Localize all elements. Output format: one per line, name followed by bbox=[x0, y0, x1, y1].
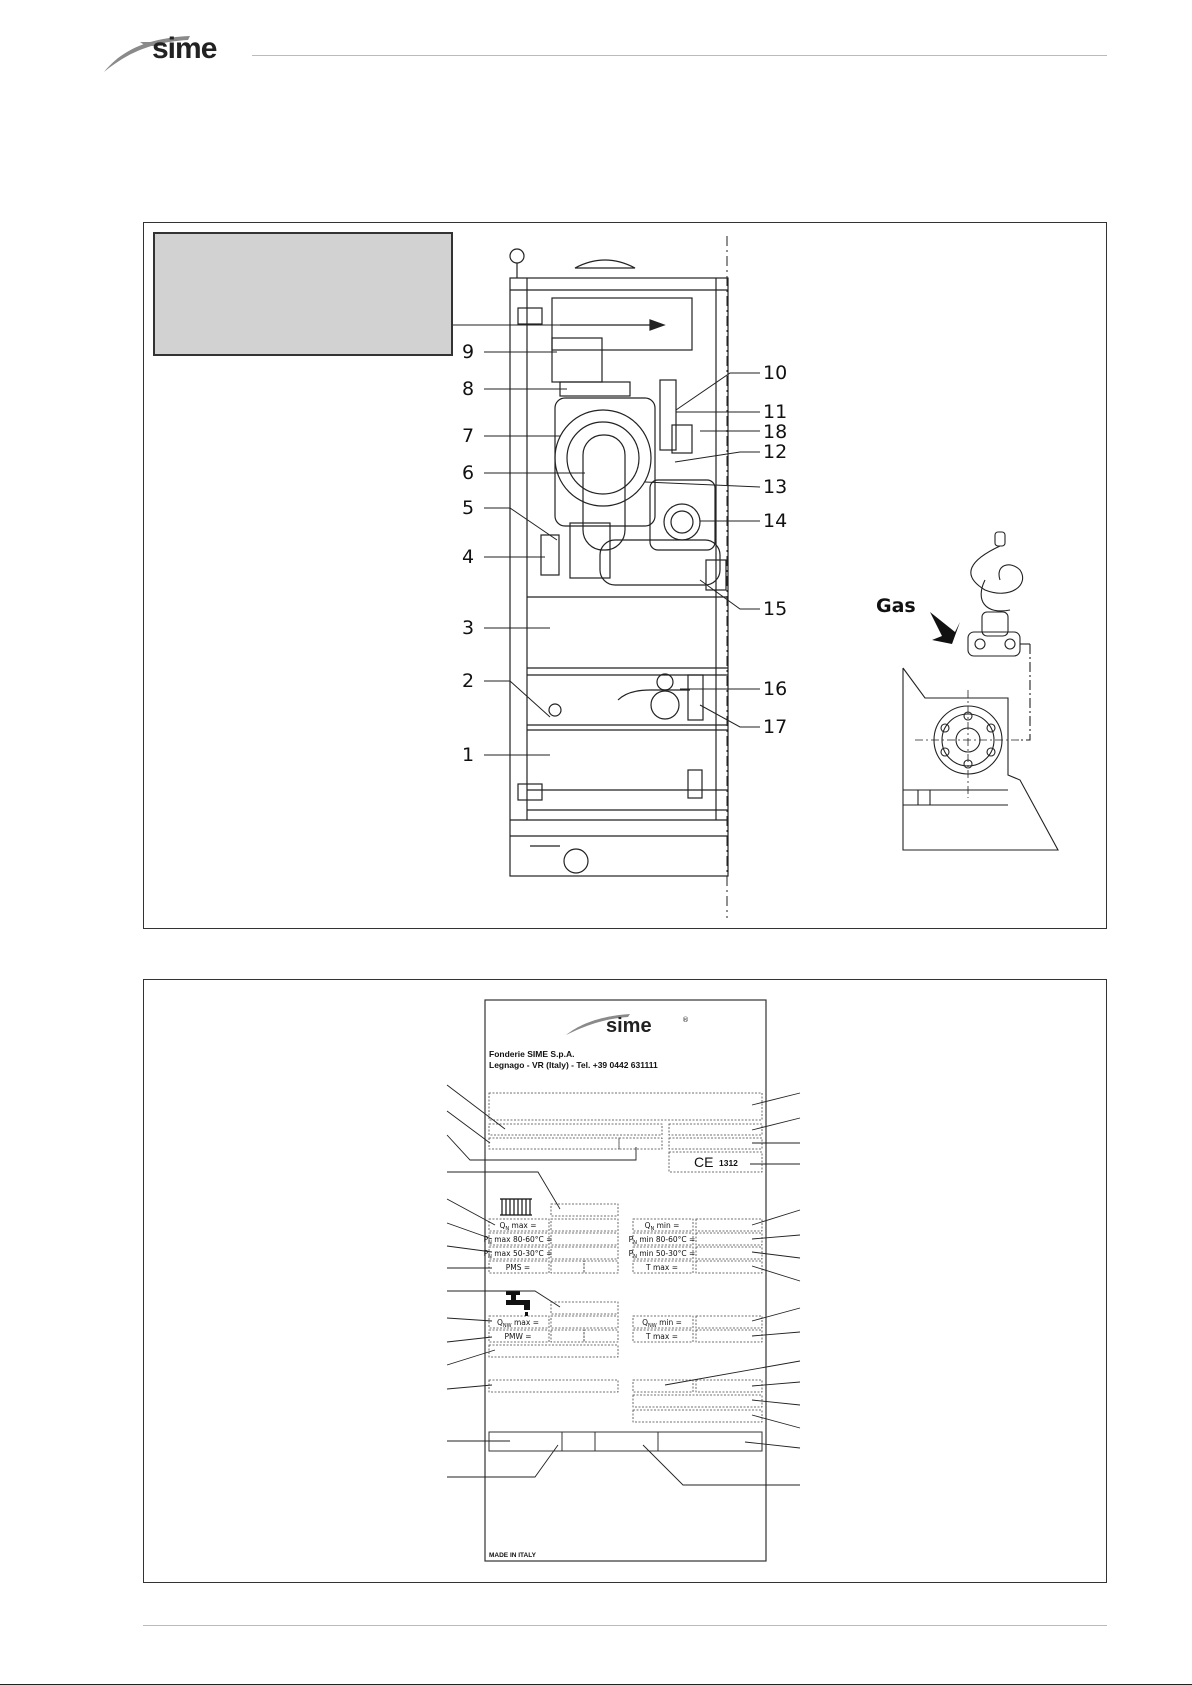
plate-registered-mark: ® bbox=[682, 1016, 689, 1024]
plate-brand: sime bbox=[606, 1015, 652, 1037]
label-tmax-dhw: T max = bbox=[646, 1332, 678, 1341]
made-in-italy: MADE IN ITALY bbox=[489, 1552, 536, 1559]
footer-rule bbox=[143, 1625, 1107, 1626]
label-qn-min: $Q_N$ min = bbox=[644, 1221, 680, 1232]
label-tmax-heating: T max = bbox=[646, 1263, 678, 1272]
callout-8: 8 bbox=[462, 378, 475, 400]
plate-address: Legnago - VR (Italy) - Tel. +39 0442 631111 bbox=[489, 1060, 658, 1070]
callout-1: 1 bbox=[462, 744, 475, 766]
label-pms: PMS = bbox=[505, 1263, 531, 1272]
label-pn-max-5030: $P_N$ max 50-30°C = bbox=[483, 1249, 553, 1260]
label-pn-min-5030: $P_N$ min 50-30°C = bbox=[628, 1249, 696, 1260]
callout-9: 9 bbox=[462, 341, 475, 363]
gas-label: Gas bbox=[876, 595, 916, 617]
label-qnw-min: $Q_{NW}$ min = bbox=[642, 1318, 682, 1329]
callout-5: 5 bbox=[462, 497, 475, 519]
callout-2: 2 bbox=[462, 670, 475, 692]
label-pn-min-8060: $P_N$ min 80-60°C = bbox=[628, 1235, 696, 1246]
label-qnw-max: $Q_{NW}$ max = bbox=[497, 1318, 539, 1329]
callout-13: 13 bbox=[763, 476, 788, 498]
ce-number: 1312 bbox=[719, 1158, 738, 1168]
callout-16: 16 bbox=[763, 678, 788, 700]
plate-company: Fonderie SIME S.p.A. bbox=[489, 1049, 575, 1059]
callout-12: 12 bbox=[763, 441, 788, 463]
callout-11: 11 bbox=[763, 401, 788, 423]
label-qn-max: $Q_N$ max = bbox=[499, 1221, 537, 1232]
brand-name: sime bbox=[152, 32, 217, 65]
ce-mark: CE bbox=[694, 1154, 714, 1170]
callout-17: 17 bbox=[763, 716, 788, 738]
callout-15: 15 bbox=[763, 598, 788, 620]
callout-3: 3 bbox=[462, 617, 475, 639]
label-pmw: PMW = bbox=[504, 1332, 532, 1341]
callout-10: 10 bbox=[763, 362, 788, 384]
callout-14: 14 bbox=[763, 510, 788, 532]
callout-6: 6 bbox=[462, 462, 475, 484]
callout-4: 4 bbox=[462, 546, 475, 568]
callout-18: 18 bbox=[763, 421, 788, 443]
callout-7: 7 bbox=[462, 425, 475, 447]
label-pn-max-8060: $P_N$ max 80-60°C = bbox=[483, 1235, 553, 1246]
